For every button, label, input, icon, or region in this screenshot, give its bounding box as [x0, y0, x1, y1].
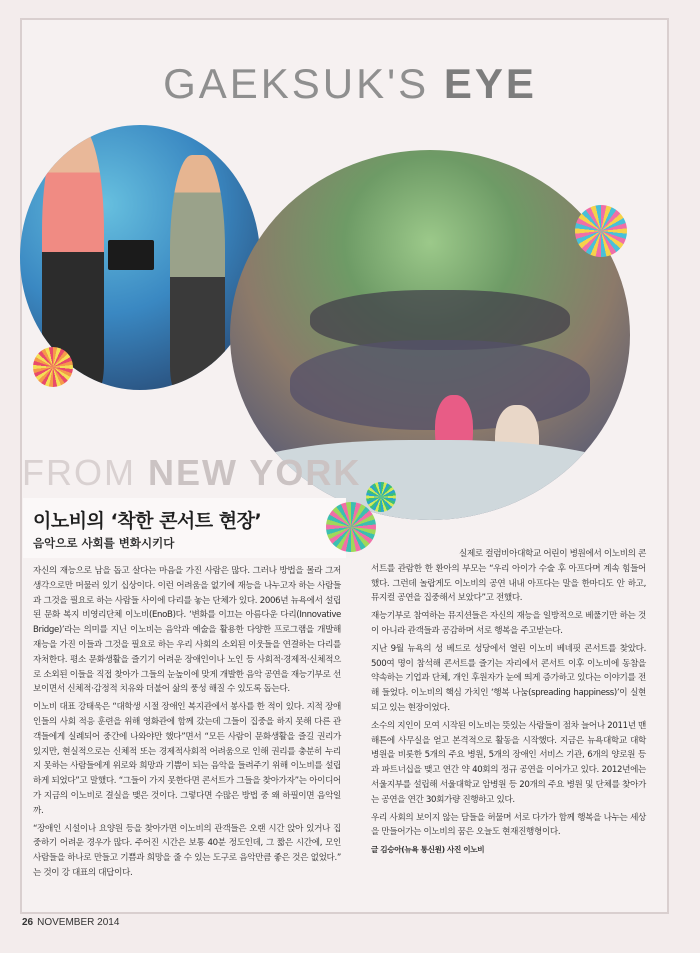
section-place: NEW YORK: [147, 452, 362, 493]
paper-fan-decoration: [366, 482, 396, 512]
paragraph: 실제로 컬럼비아대학교 어린이 병원에서 이노비의 콘서트를 관람한 한 환아의 부모는 “우리 아이가 수술 후 아프다며 계속 힘들어했다. 그런데 놀랍게도 이노비의 공연 내내 아프다는 말을 한마디도 안 하고, 뮤지컬 공연을 집중해서 보았다”고 전했다.: [371, 549, 646, 604]
paragraph: 재능기부로 참여하는 뮤지션들은 자신의 재능을 일방적으로 베풀기만 하는 것이 아니라 관객들과 공감하며 서로 행복을 주고받는다.: [371, 611, 646, 636]
paragraph: 이노비 대표 강태욱은 “대학생 시절 장애인 복지관에서 봉사를 한 적이 있다. 지적 장애인들의 사회 적응 훈련을 위해 영화관에 함께 갔는데 그들이 집중을 하지 못해 다른 관객들에게 실례되어 중간에 나와야만 했다”면서 “모든 사람이 문화생활을 즐길 권리가 있지만, 현실적으로는 신체적 또는 경제적사회적 어려움으로 인해 권리를 충분히 누리지 못하는 사람들에게 위로와 희망과 기쁨이 되는 음악을 들려주기 위해 이노비를 설립하게 되었다”고 말했다. “그들이 가지 못한다면 콘서트가 그들을 찾아가자”는 아이디어가 지금의 이노비로 결실을 맺은 것이다. 그렇다면 수많은 방법 중 왜 하필이면 음악일까.: [33, 702, 341, 816]
paper-fan-decoration: [33, 347, 73, 387]
masthead-part1: GAEKSUK'S: [163, 60, 444, 107]
photo-credit: 글 김승아(뉴욕 통신원) 사진 이노비: [371, 845, 485, 855]
figure-musician: [170, 155, 225, 390]
music-stand: [108, 240, 154, 270]
article-headline: 이노비의 ‘착한 콘서트 현장’: [33, 510, 262, 532]
masthead: [0, 60, 700, 108]
paragraph: 소수의 지인이 모여 시작된 이노비는 뜻있는 사람들이 점차 늘어나 2011년 맨해튼에 사무실을 얻고 본격적으로 활동을 시작했다. 지금은 뉴욕대학교 대학병원을 비롯한 5개의 주요 병원, 5개의 장애인 서비스 기관, 6개의 양로원 등과 파트너십을 맺고 연간 약 40회의 정규 공연을 이어가고 있다. 2012년에는 서울지부를 설립해 서울대학교 암병원 등 20개의 주요 병원 및 단체를 찾아가는 공연을 연간 30회가량 진행하고 있다.: [371, 720, 646, 805]
page-number: 26: [22, 917, 34, 928]
masthead-part2: EYE: [443, 60, 537, 107]
page-footer: [22, 917, 119, 928]
paragraph: 우리 사회의 보이지 않는 담들을 허물며 서로 다가가 함께 행복을 나누는 세상을 만들어가는 이노비의 꿈은 오늘도 현재진행형이다.: [371, 812, 646, 838]
article-column-left: [33, 564, 341, 884]
paper-fan-decoration: [575, 205, 627, 257]
issue-date: NOVEMBER 2014: [37, 917, 120, 928]
article-column-right: [371, 547, 646, 861]
article-subhead: 음악으로 사회를 변화시키다: [33, 536, 175, 550]
section-from: FROM: [22, 452, 148, 493]
paragraph: 자신의 재능으로 남을 돕고 살다는 마음을 가진 사람은 많다. 그러나 방법을 몰라 그저 생각으로만 머물러 있기 십상이다. 이런 어려움을 없기에 재능을 나누고자 하는 사람들과 그것을 필요로 하는 사람들 사이에 다리를 놓는 단체가 있다. 2006년 뉴욕에서 설립된 문화 복지 비영리단체 이노비(EnoB)다. ‘변화를 이끄는 아름다운 다리(Innovative Bridge)’라는 의미를 지닌 이노비는 음악과 예술을 활용한 다양한 프로그램을 개발해 재능을 가진 이들과 그것을 필요로 하는 우리 사회의 소외된 이웃들을 연결하는 다리를 자처한다. 평소 문화생활을 즐기기 어려운 장애인이나 노인 등 사회적·경제적·신체적으로 소외된 이들을 직접 찾아가 그들의 눈높이에 맞게 개발한 음악 공연을 재능기부로 선보이면서 신체적·감정적 치유와 더불어 삶의 풍성 해질 수 있도록 돕는다.: [33, 566, 341, 695]
paragraph: 지난 9월 뉴욕의 성 베드로 성당에서 열린 이노비 베네핏 콘서트를 찾았다. 500여 명이 참석해 콘서트를 즐기는 자리에서 콘서트 이후 이노비에 동참을 약속하는 기업과 단체, 개인 후원자가 눈에 띄게 증가하고 있다는 이야기를 전해 들었다. 이노비의 핵심 가치인 ‘행복 나눔(spreading happiness)’이 실현되고 있는 현장이었다.: [371, 643, 646, 713]
section-label: [22, 452, 361, 494]
paper-fan-decoration: [326, 502, 376, 552]
paragraph: “장애인 시설이나 요양원 등을 찾아가면 이노비의 관객들은 오랜 시간 앉아 있거나 집중하기 어려운 경우가 많다. 주어진 시간은 보통 40분 정도인데, 그 짧은 시간에, 모인 사람들을 하나로 만들고 기쁨과 희망을 줄 수 있는 도구로 음악만큼 좋은 것은 없었다.” 는 것이 강 대표의 대답이다.: [33, 823, 341, 878]
